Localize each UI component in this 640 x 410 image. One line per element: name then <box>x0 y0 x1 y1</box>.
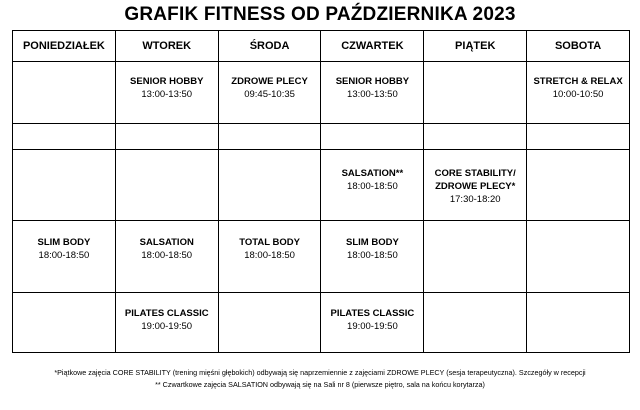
day-header-saturday: SOBOTA <box>527 31 630 62</box>
page-title: GRAFIK FITNESS OD PAŹDZIERNIKA 2023 <box>124 4 516 25</box>
class-entry <box>219 221 321 262</box>
schedule-cell <box>218 124 321 150</box>
day-header-thursday: CZWARTEK <box>321 31 424 62</box>
schedule-cell <box>424 221 527 293</box>
class-entry <box>321 221 423 262</box>
day-header-monday: PONIEDZIAŁEK <box>13 31 116 62</box>
schedule-row <box>13 124 630 150</box>
schedule-row <box>13 150 630 221</box>
schedule-cell <box>115 293 218 353</box>
schedule-cell <box>321 62 424 124</box>
class-time: 18:00-18:50 <box>141 250 193 261</box>
class-time: 18:00-18:50 <box>38 250 90 261</box>
class-name: TOTAL BODY <box>239 237 300 248</box>
class-entry <box>116 293 218 333</box>
class-time: 13:00-13:50 <box>141 89 193 100</box>
class-name: ZDROWE PLECY <box>231 76 308 87</box>
class-time: 19:00-19:50 <box>141 321 193 332</box>
class-name: SLIM BODY <box>346 237 399 248</box>
schedule-cell <box>218 62 321 124</box>
schedule-cell <box>115 62 218 124</box>
schedule-cell <box>115 150 218 221</box>
schedule-table <box>12 30 630 353</box>
class-name: SENIOR HOBBY <box>335 76 410 87</box>
schedule-cell <box>321 221 424 293</box>
schedule-row <box>13 221 630 293</box>
class-entry <box>321 150 423 193</box>
class-entry <box>116 62 218 101</box>
schedule-cell <box>13 124 116 150</box>
schedule-cell <box>218 293 321 353</box>
class-time: 18:00-18:50 <box>347 181 398 192</box>
schedule-cell <box>424 62 527 124</box>
schedule-cell <box>13 293 116 353</box>
schedule-cell <box>527 293 630 353</box>
schedule-row <box>13 62 630 124</box>
class-time: 18:00-18:50 <box>244 250 295 261</box>
class-name: SENIOR HOBBY <box>130 76 204 87</box>
class-entry <box>424 150 526 206</box>
class-name: SLIM BODY <box>37 237 91 248</box>
schedule-cell <box>13 221 116 293</box>
schedule-cell <box>115 124 218 150</box>
schedule-cell <box>13 150 116 221</box>
schedule-cell <box>321 293 424 353</box>
class-name: CORE STABILITY/ ZDROWE PLECY* <box>434 168 516 192</box>
class-time: 13:00-13:50 <box>347 89 398 100</box>
class-time: 19:00-19:50 <box>347 321 398 332</box>
class-entry <box>219 62 321 101</box>
day-header-wednesday: ŚRODA <box>218 31 321 62</box>
schedule-cell <box>115 221 218 293</box>
schedule-cell <box>218 221 321 293</box>
footnote-core-stability: *Piątkowe zajęcia CORE STABILITY (trening mięśni głębokich) odbywają się naprzemiennie z zajęciami ZDROWE PLECY (sesja terapeutyczna). Szczegóły w recepcji <box>54 368 586 377</box>
class-entry <box>116 221 218 262</box>
schedule-row <box>13 293 630 353</box>
schedule-cell <box>321 150 424 221</box>
day-header-friday: PIĄTEK <box>424 31 527 62</box>
class-time: 18:00-18:50 <box>347 250 398 261</box>
class-time: 10:00-10:50 <box>552 89 604 100</box>
class-time: 09:45-10:35 <box>244 89 295 100</box>
class-name: PILATES CLASSIC <box>330 308 415 319</box>
class-time: 17:30-18:20 <box>449 194 501 205</box>
schedule-cell <box>527 124 630 150</box>
footnote-salsation: ** Czwartkowe zajęcia SALSATION odbywają się na Sali nr 8 (pierwsze piętro, sala na końcu korytarza) <box>155 380 485 389</box>
class-entry <box>13 221 115 262</box>
schedule-cell <box>527 221 630 293</box>
schedule-cell <box>527 62 630 124</box>
class-name: SALSATION** <box>341 168 404 179</box>
schedule-cell <box>527 150 630 221</box>
schedule-cell <box>424 293 527 353</box>
schedule-cell <box>424 150 527 221</box>
schedule-cell <box>424 124 527 150</box>
schedule-cell <box>218 150 321 221</box>
class-name: SALSATION <box>139 237 194 248</box>
class-name: PILATES CLASSIC <box>124 308 209 319</box>
schedule-cell <box>321 124 424 150</box>
class-name: STRETCH & RELAX <box>533 76 623 87</box>
header-row <box>13 31 630 62</box>
schedule-cell <box>13 62 116 124</box>
class-entry <box>321 293 423 333</box>
class-entry <box>321 62 423 101</box>
day-header-tuesday: WTOREK <box>115 31 218 62</box>
class-entry <box>527 62 629 101</box>
